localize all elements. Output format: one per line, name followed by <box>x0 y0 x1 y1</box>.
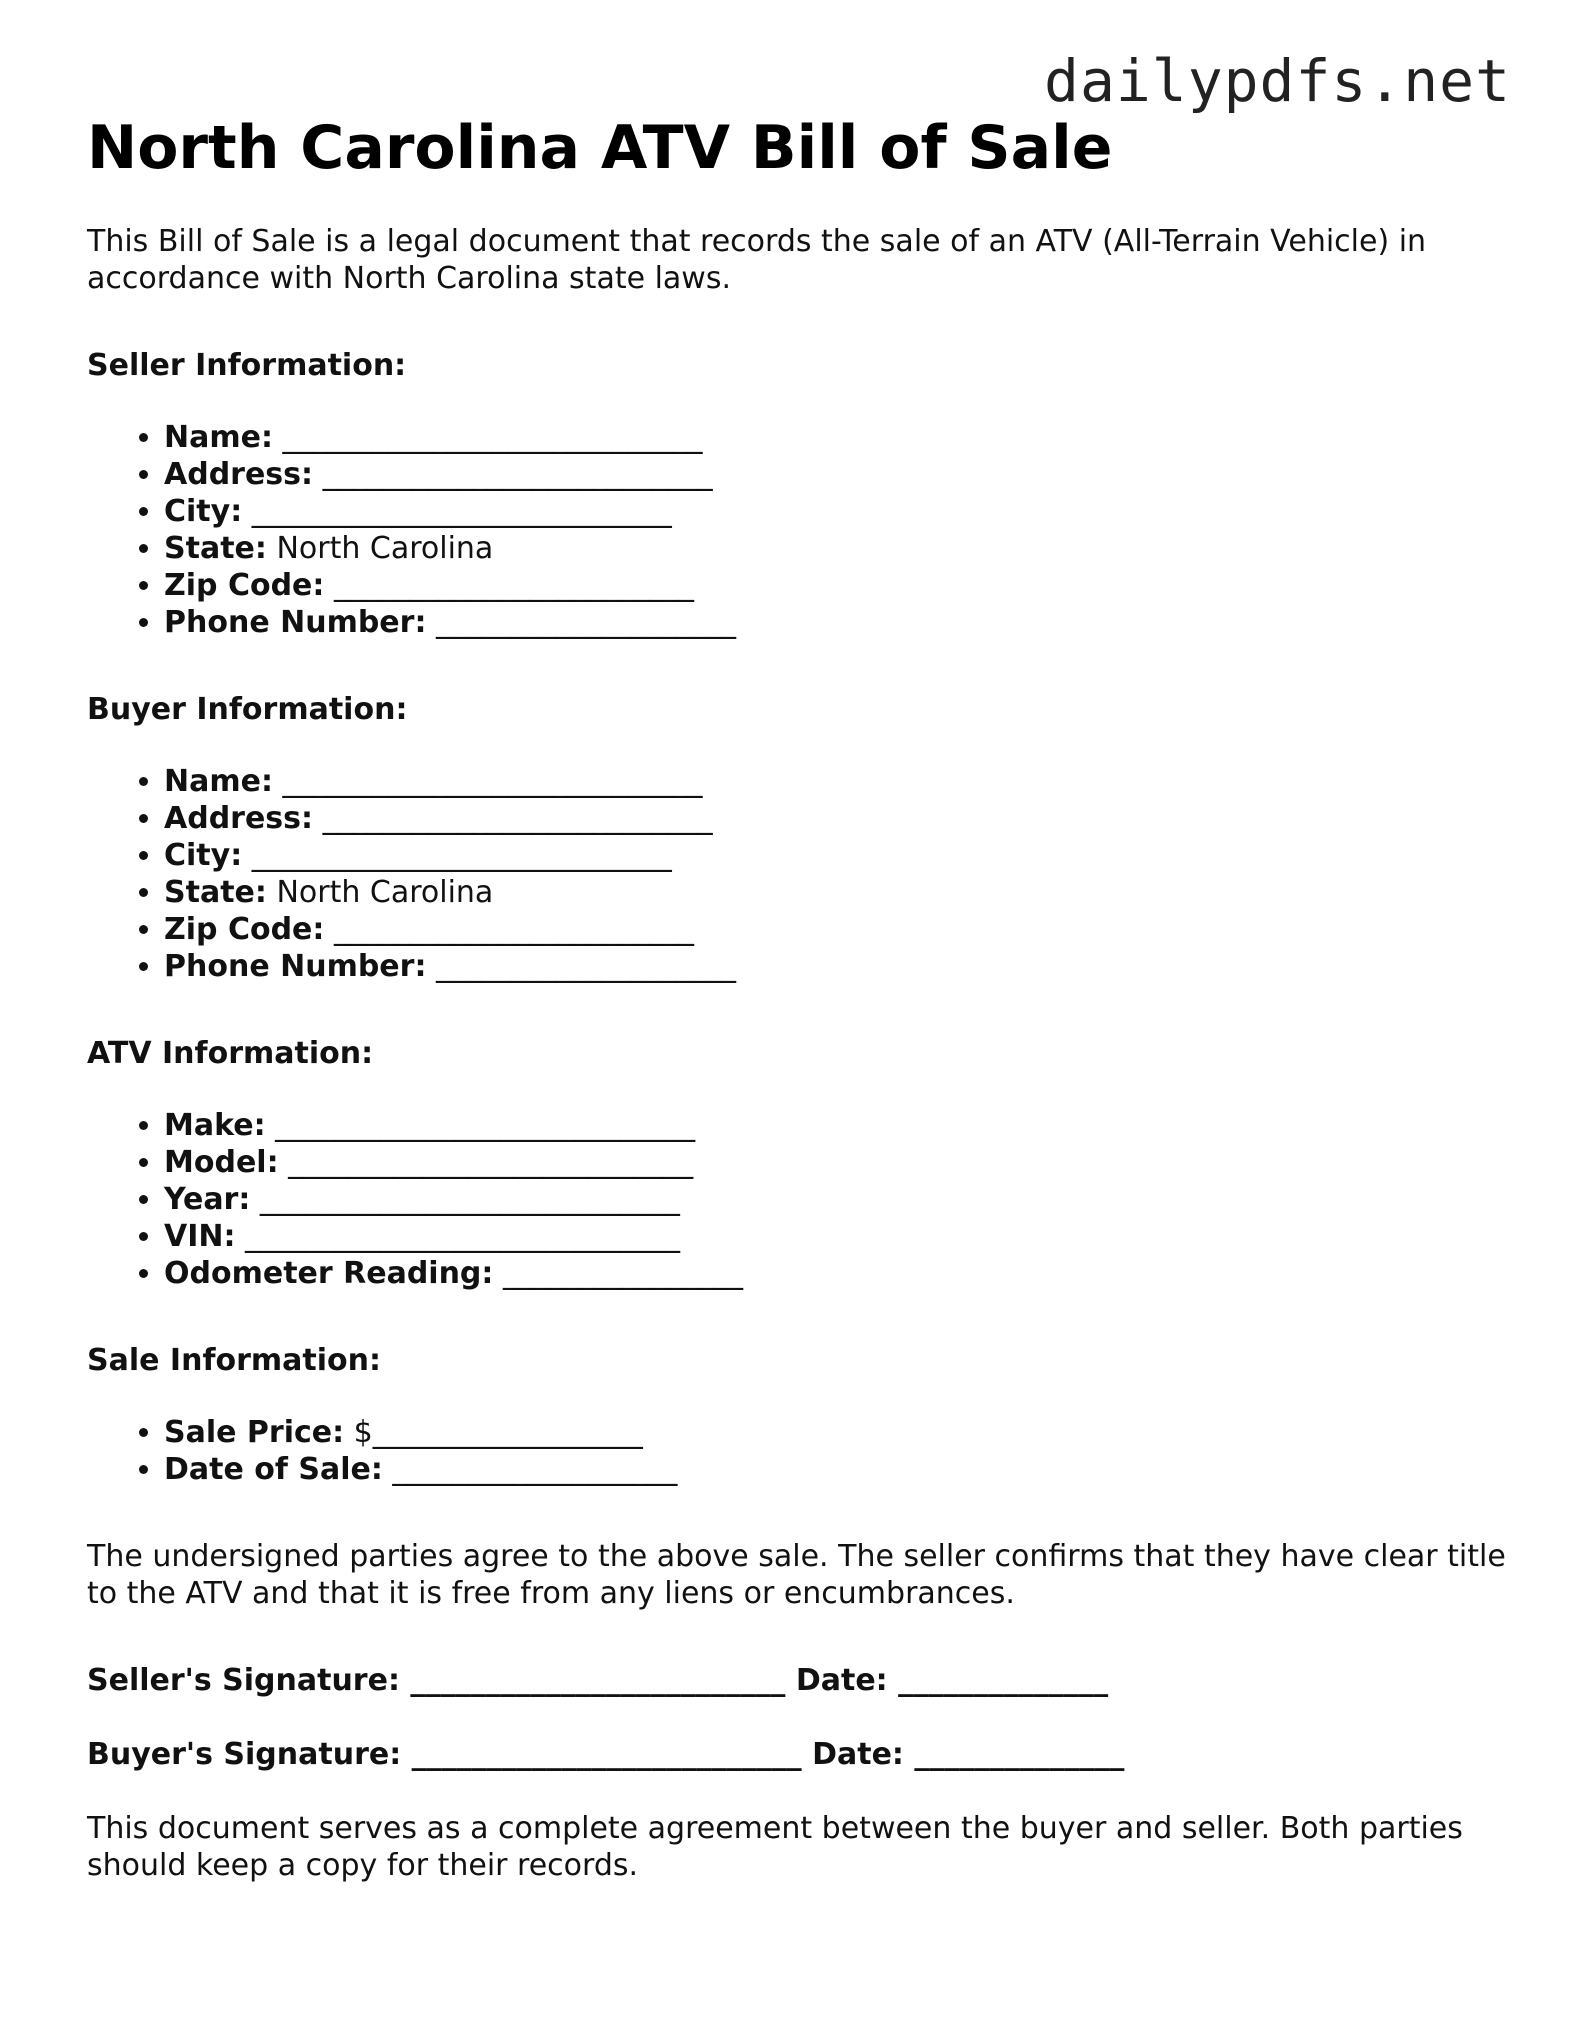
sale-price-field <box>164 1414 1507 1451</box>
field-label: Date of Sale: <box>164 1452 383 1487</box>
sale-field-list <box>87 1414 1507 1488</box>
field-value: ____________________________ <box>275 1108 696 1143</box>
seller-section-heading: Seller Information: <box>87 348 407 383</box>
intro-paragraph: This Bill of Sale is a legal document that records the sale of an ATV (All-Terrain Vehicle) in accordance with North Carolina state laws. <box>87 224 1427 296</box>
field-value: $__________________ <box>353 1415 643 1450</box>
field-label: Phone Number: <box>164 949 427 984</box>
field-label: City: <box>164 494 243 529</box>
field-label: Sale Price: <box>164 1415 345 1450</box>
sale-date-field <box>164 1451 1507 1488</box>
atv-section-heading: ATV Information: <box>87 1036 374 1071</box>
field-value: __________________________ <box>322 801 713 836</box>
sale-section-heading: Sale Information: <box>87 1343 381 1378</box>
final-paragraph: This document serves as a complete agreement between the buyer and seller. Both parties should keep a copy for their records. <box>87 1811 1463 1883</box>
seller-zip-field <box>164 567 1507 604</box>
seller-name-field <box>164 419 1507 456</box>
field-value: ____________________________ <box>251 838 672 873</box>
field-label: Name: <box>164 764 273 799</box>
seller-address-field <box>164 456 1507 493</box>
buyer-field-list <box>87 763 1507 985</box>
seller-city-field <box>164 493 1507 530</box>
atv-odometer-field <box>164 1255 1507 1292</box>
page-title: North Carolina ATV Bill of Sale <box>87 113 1113 183</box>
field-label: VIN: <box>164 1219 236 1254</box>
buyer-name-field <box>164 763 1507 800</box>
field-value: ____________________________ <box>282 420 703 455</box>
field-value: ________________________ <box>333 568 694 603</box>
field-value: ____________________ <box>436 605 736 640</box>
atv-year-field <box>164 1181 1507 1218</box>
field-value: ____________________________ <box>282 764 703 799</box>
buyer-state-field <box>164 874 1507 911</box>
field-label: City: <box>164 838 243 873</box>
buyer-address-field <box>164 800 1507 837</box>
field-label: Zip Code: <box>164 912 325 947</box>
seller-signature-line: Seller's Signature: _________________________ Date: ______________ <box>87 1663 1109 1698</box>
field-value: ____________________________ <box>259 1182 680 1217</box>
field-label: Address: <box>164 457 314 492</box>
seller-phone-field <box>164 604 1507 641</box>
seller-field-list <box>87 419 1507 641</box>
buyer-section-heading: Buyer Information: <box>87 692 408 727</box>
buyer-signature-line: Buyer's Signature: __________________________ Date: ______________ <box>87 1737 1125 1772</box>
field-value: __________________________ <box>322 457 713 492</box>
field-value: _____________________________ <box>245 1219 681 1254</box>
field-value: ________________ <box>502 1256 743 1291</box>
buyer-phone-field <box>164 948 1507 985</box>
atv-make-field <box>164 1107 1507 1144</box>
field-value: ___________________ <box>392 1452 678 1487</box>
field-label: Make: <box>164 1108 266 1143</box>
field-value: ___________________________ <box>288 1145 694 1180</box>
agreement-paragraph: The undersigned parties agree to the above sale. The seller confirms that they have clear title to the ATV and that it is free from any liens or encumbrances. <box>87 1539 1506 1611</box>
atv-field-list <box>87 1107 1507 1292</box>
atv-vin-field <box>164 1218 1507 1255</box>
buyer-zip-field <box>164 911 1507 948</box>
buyer-city-field <box>164 837 1507 874</box>
field-value: North Carolina <box>276 875 494 910</box>
field-value: North Carolina <box>276 531 494 566</box>
document-page <box>87 108 1507 1884</box>
field-label: Year: <box>164 1182 251 1217</box>
field-value: ____________________ <box>436 949 736 984</box>
field-label: Model: <box>164 1145 279 1180</box>
field-label: State: <box>164 531 267 566</box>
field-value: ____________________________ <box>251 494 672 529</box>
field-label: Phone Number: <box>164 605 427 640</box>
watermark: dailypdfs.net <box>1044 47 1511 115</box>
field-label: Name: <box>164 420 273 455</box>
field-label: State: <box>164 875 267 910</box>
atv-model-field <box>164 1144 1507 1181</box>
field-label: Zip Code: <box>164 568 325 603</box>
field-label: Odometer Reading: <box>164 1256 494 1291</box>
field-label: Address: <box>164 801 314 836</box>
seller-state-field <box>164 530 1507 567</box>
field-value: ________________________ <box>333 912 694 947</box>
